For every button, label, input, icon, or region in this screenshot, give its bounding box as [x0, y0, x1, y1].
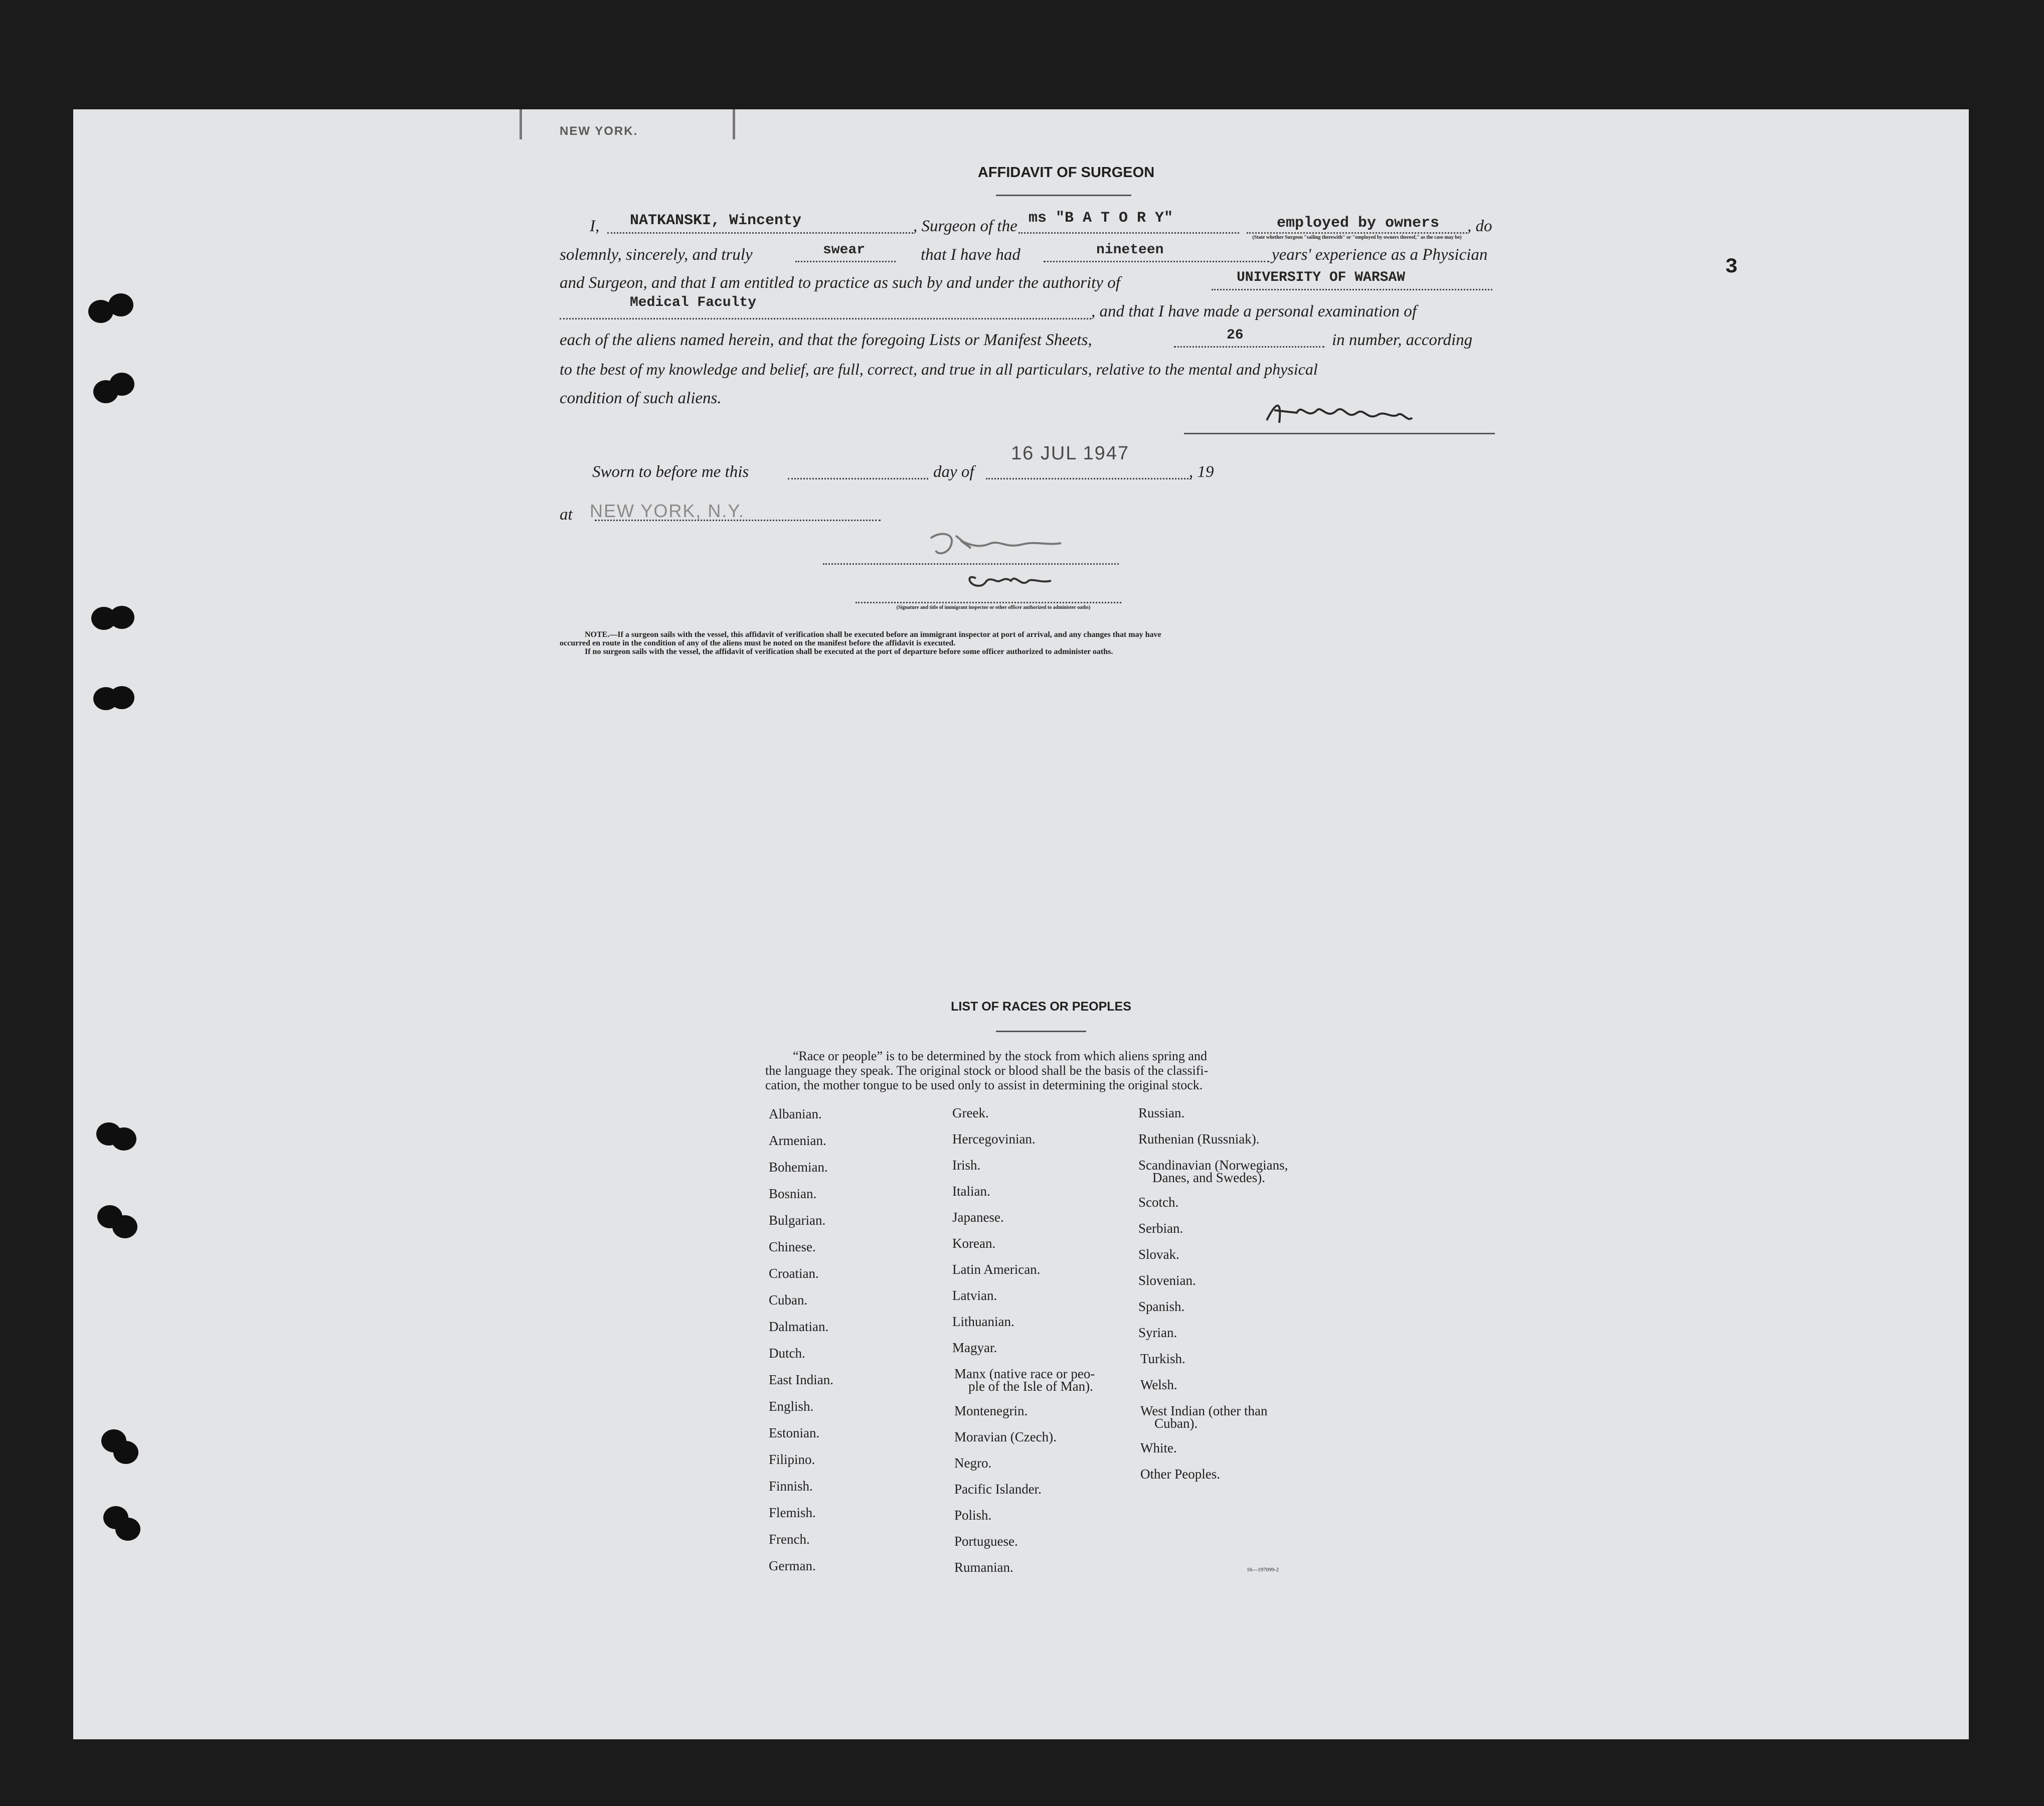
- affidavit-text: , Surgeon of the: [913, 217, 1017, 235]
- race-item: Ruthenian (Russniak).: [1138, 1131, 1260, 1146]
- fill-line: [788, 478, 928, 479]
- affidavit-text: that I have had: [921, 246, 1020, 264]
- affidavit-text: years' experience as a Physician: [1272, 246, 1488, 264]
- affidavit-text: I,: [590, 217, 600, 235]
- race-item: Croatian.: [769, 1266, 819, 1281]
- intro-line: “Race or people” is to be determined by the stock from which aliens spring and: [793, 1049, 1207, 1063]
- race-item: Polish.: [954, 1508, 992, 1523]
- race-item: Pacific Islander.: [954, 1482, 1042, 1497]
- race-item: Irish.: [952, 1158, 981, 1173]
- note: [560, 631, 1497, 656]
- note-label: NOTE.: [585, 630, 610, 639]
- surgeon-signature-line: [1184, 433, 1495, 434]
- title-rule: [996, 195, 1131, 196]
- races-intro: [765, 1049, 1297, 1092]
- form-code: 16—197099-2: [1247, 1567, 1279, 1573]
- race-item: Hercegovinian.: [952, 1131, 1036, 1146]
- race-item: English.: [769, 1399, 814, 1414]
- officer-signature: [921, 526, 1081, 606]
- affidavit-text: Sworn to before me this: [592, 463, 749, 481]
- race-item: Flemish.: [769, 1505, 816, 1520]
- punch-hole: [101, 1429, 126, 1452]
- note-line: —If a surgeon sails with the vessel, this affidavit of verification shall be executed before an immigrant inspector at port of arrival, and any changes that may have: [609, 630, 1161, 639]
- race-item: Serbian.: [1138, 1221, 1183, 1236]
- date-stamp: 16 JUL 1947: [1011, 443, 1130, 464]
- affidavit-text: , do: [1467, 217, 1492, 235]
- intro-line: the language they speak. The original stock or blood shall be the basis of the classifi-: [765, 1063, 1209, 1078]
- race-item: Dutch.: [769, 1346, 805, 1361]
- note-line: If no surgeon sails with the vessel, the affidavit of verification shall be executed at the port of departure before some officer authorized to administer oaths.: [585, 647, 1113, 656]
- race-item: Slovak.: [1138, 1247, 1179, 1262]
- sheet-count: 26: [1227, 327, 1244, 343]
- race-item: White.: [1140, 1440, 1177, 1455]
- punch-hole: [93, 380, 118, 403]
- affidavit-text: solemnly, sincerely, and truly: [560, 246, 753, 264]
- race-item: Bosnian.: [769, 1186, 817, 1201]
- race-item: Finnish.: [769, 1479, 813, 1494]
- place-stamp: NEW YORK, N.Y.: [590, 501, 745, 521]
- race-item: Scotch.: [1138, 1195, 1179, 1210]
- race-item: Syrian.: [1138, 1325, 1177, 1340]
- race-item: Turkish.: [1140, 1351, 1185, 1366]
- note-line: occurred en route in the condition of any of the aliens must be noted on the manifest before the affidavit is executed.: [560, 638, 956, 647]
- race-item: Chinese.: [769, 1239, 816, 1254]
- punch-hole: [96, 1122, 121, 1145]
- race-item: Russian.: [1138, 1105, 1185, 1120]
- affidavit-text: , and that I have made a personal examination of: [1091, 302, 1417, 320]
- punch-hole: [93, 687, 118, 710]
- document-sheet: [73, 109, 1969, 1739]
- affidavit-text: day of: [933, 463, 974, 481]
- race-item: Japanese.: [952, 1210, 1004, 1225]
- affidavit-text: and Surgeon, and that I am entitled to practice as such by and under the authority of: [560, 274, 1120, 292]
- fill-line: [986, 478, 1191, 479]
- fill-line: [795, 261, 896, 262]
- race-item: Danes, and Swedes).: [1152, 1170, 1265, 1185]
- affidavit-text: each of the aliens named herein, and that the foregoing Lists or Manifest Sheets,: [560, 331, 1092, 349]
- affidavit-text: , 19: [1189, 463, 1214, 481]
- race-item: Albanian.: [769, 1106, 822, 1121]
- affidavit-text: in number, according: [1332, 331, 1473, 349]
- header-stamp: NEW YORK.: [560, 124, 638, 138]
- race-item: Montenegrin.: [954, 1403, 1028, 1418]
- race-item: Lithuanian.: [952, 1314, 1014, 1329]
- race-item: Manx (native race or peo-: [954, 1366, 1095, 1381]
- race-item: East Indian.: [769, 1372, 833, 1387]
- races-title: LIST OF RACES OR PEOPLES: [951, 1000, 1131, 1014]
- race-item: Other Peoples.: [1140, 1466, 1220, 1482]
- officer-signature-line: [823, 563, 1119, 565]
- punch-hole: [88, 300, 113, 323]
- race-item: Estonian.: [769, 1425, 820, 1440]
- race-item: Portuguese.: [954, 1534, 1018, 1549]
- intro-line: cation, the mother tongue to be used only to assist in determining the original stock.: [765, 1078, 1203, 1093]
- affidavit-text: to the best of my knowledge and belief, are full, correct, and true in all particulars, relative to the mental and physical: [560, 360, 1318, 378]
- employment: employed by owners: [1277, 215, 1440, 232]
- affidavit-text: at: [560, 506, 573, 524]
- affidavit-text: condition of such aliens.: [560, 389, 722, 407]
- oath: swear: [823, 242, 866, 258]
- race-item: Armenian.: [769, 1133, 826, 1148]
- race-item: West Indian (other than: [1140, 1403, 1268, 1418]
- vessel-name: ms "B A T O R Y": [1029, 210, 1173, 227]
- surgeon-signature: [1252, 395, 1467, 435]
- stamp-mark: [520, 109, 735, 139]
- race-item: Greek.: [952, 1105, 989, 1120]
- page-number: 3: [1725, 255, 1738, 279]
- race-item: Slovenian.: [1138, 1273, 1196, 1288]
- race-item: Bulgarian.: [769, 1213, 826, 1228]
- race-item: Spanish.: [1138, 1299, 1185, 1314]
- race-item: Moravian (Czech).: [954, 1429, 1057, 1444]
- race-item: Negro.: [954, 1455, 992, 1470]
- race-item: Bohemian.: [769, 1160, 828, 1175]
- races-title-rule: [996, 1031, 1086, 1032]
- punch-hole: [91, 607, 116, 630]
- punch-hole: [103, 1506, 128, 1529]
- officer-title-line: [856, 602, 1121, 603]
- race-item: Scandinavian (Norwegians,: [1138, 1158, 1288, 1173]
- authority-continued: Medical Faculty: [630, 295, 757, 310]
- race-item: French.: [769, 1532, 810, 1547]
- fill-line: [1247, 232, 1467, 234]
- officer-caption: (Signature and title of immigrant inspector or other officer authorized to administer oaths): [896, 605, 1091, 610]
- race-item: Filipino.: [769, 1452, 815, 1467]
- race-item: Latvian.: [952, 1288, 997, 1303]
- years-experience: nineteen: [1096, 242, 1164, 258]
- race-item: Latin American.: [952, 1262, 1041, 1277]
- race-item: Korean.: [952, 1236, 996, 1251]
- race-item: Cuban).: [1154, 1416, 1198, 1431]
- fill-line: [1018, 232, 1239, 234]
- race-item: Welsh.: [1140, 1377, 1177, 1392]
- punch-hole: [97, 1205, 122, 1228]
- affidavit-title: AFFIDAVIT OF SURGEON: [977, 165, 1155, 181]
- surgeon-name: NATKANSKI, Wincenty: [630, 212, 802, 229]
- fill-line: [1212, 289, 1492, 290]
- fill-line: [1044, 261, 1269, 262]
- race-item: German.: [769, 1558, 816, 1573]
- authority: UNIVERSITY OF WARSAW: [1237, 270, 1406, 285]
- fill-line: [560, 318, 1091, 319]
- fill-line: [607, 232, 913, 234]
- race-item: Cuban.: [769, 1292, 808, 1307]
- race-item: Dalmatian.: [769, 1319, 829, 1334]
- race-item: Italian.: [952, 1184, 990, 1199]
- race-item: Magyar.: [952, 1340, 997, 1355]
- employment-note: (State whether Surgeon "sailing therewith" or "employed by owners thereof," as the case may be): [1252, 235, 1462, 240]
- fill-line: [1174, 346, 1324, 348]
- race-item: Rumanian.: [954, 1560, 1013, 1575]
- race-item: ple of the Isle of Man).: [968, 1379, 1093, 1394]
